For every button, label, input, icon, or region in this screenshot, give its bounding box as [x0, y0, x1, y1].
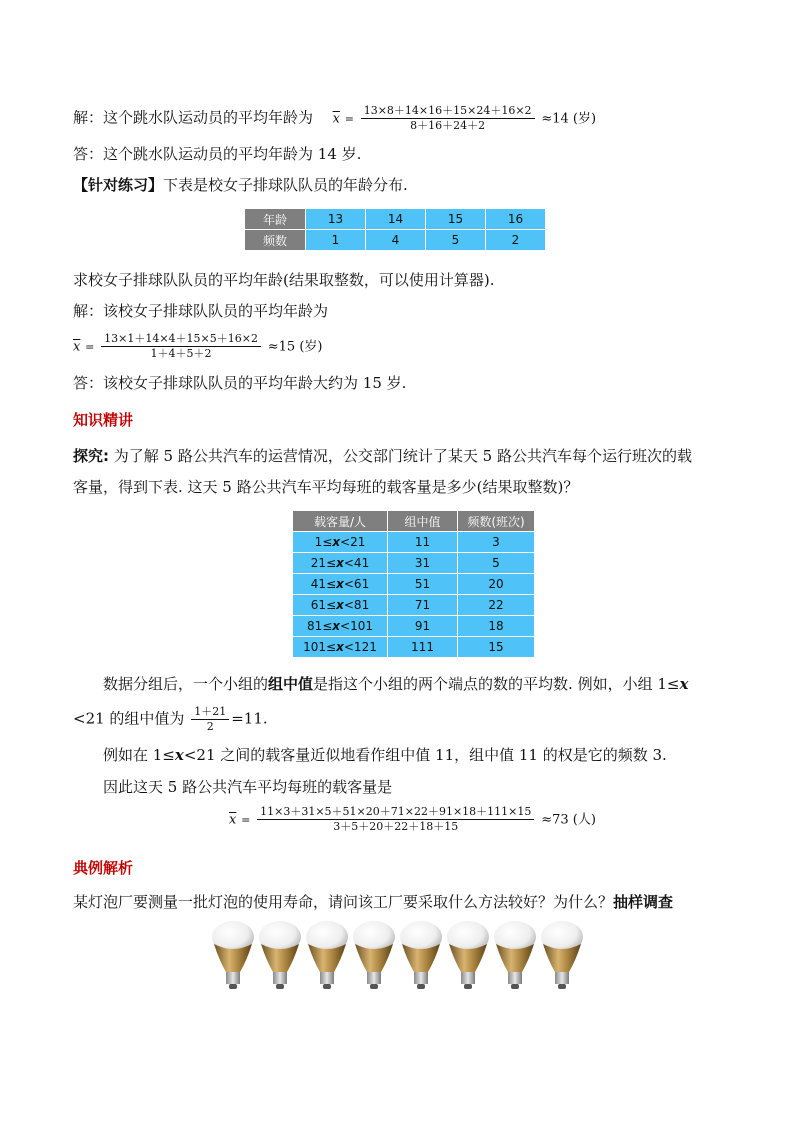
range-cell: 101≤x<121 [293, 637, 388, 658]
solution-prefix: 解：这个跳水队运动员的平均年龄为 [73, 108, 314, 127]
fraction-denominator: 3＋5＋20＋22＋18＋15 [333, 820, 459, 833]
mean-fraction [361, 104, 535, 133]
explore-tag: 探究: [73, 447, 109, 465]
table-row [293, 616, 535, 637]
midpoint-fraction [191, 705, 229, 734]
mid-cell: 51 [388, 574, 458, 595]
freq-cell: 22 [458, 595, 535, 616]
lightbulb-icon [305, 920, 349, 992]
table-header-age: 年龄 [245, 209, 306, 230]
lightbulb-icon [399, 920, 443, 992]
lightbulb-icon [352, 920, 396, 992]
variable-x: x [679, 675, 689, 693]
equals-sign: = [344, 112, 354, 126]
mean-fraction [101, 332, 261, 361]
section-heading-example: 典例解析 [73, 859, 134, 877]
freq-cell: 5 [458, 553, 535, 574]
fraction-numerator: 13×1＋14×4＋15×5＋16×2 [101, 332, 261, 347]
bus-header-load: 载客量/人 [293, 511, 388, 532]
mean-fraction [257, 805, 534, 834]
explore-line-2: 客量，得到下表. 这天 5 路公共汽车平均每班的载客量是多少(结果取整数)？ [73, 478, 579, 496]
age-cell: 14 [366, 209, 426, 230]
freq-cell: 18 [458, 616, 535, 637]
practice-formula [73, 332, 322, 361]
bus-formula [229, 805, 596, 834]
freq-cell: 4 [366, 230, 426, 251]
range-cell: 61≤x<81 [293, 595, 388, 616]
solution-line-1 [73, 104, 596, 133]
answer-line-1: 答：这个跳水队运动员的平均年龄为 14 岁. [73, 145, 362, 163]
para-text: =11. [231, 709, 268, 728]
fraction-numerator: 11×3＋31×5＋51×20＋71×22＋91×18＋111×15 [257, 805, 534, 820]
equals-sign: = [85, 340, 95, 354]
fraction-denominator: 8＋16＋24＋2 [410, 119, 486, 132]
para-text: <21 之间的载客量近似地看作组中值 11，组中值 11 的权是它的频数 3. [183, 746, 667, 764]
freq-cell: 15 [458, 637, 535, 658]
section-heading-knowledge: 知识精讲 [73, 411, 134, 429]
practice-question: 求校女子排球队队员的平均年龄(结果取整数，可以使用计算器). [73, 271, 495, 289]
bus-header-mid: 组中值 [388, 511, 458, 532]
practice-text: 下表是校女子排球队队员的年龄分布. [163, 176, 408, 194]
term-group-midpoint: 组中值 [268, 675, 314, 693]
lightbulb-icon [446, 920, 490, 992]
para-line-2 [73, 705, 268, 734]
table-row [293, 574, 535, 595]
range-cell: 81≤x<101 [293, 616, 388, 637]
lightbulb-icon [493, 920, 537, 992]
freq-cell: 20 [458, 574, 535, 595]
fraction-result: ≈14 (岁) [541, 111, 597, 127]
mid-cell: 111 [388, 637, 458, 658]
para-text: 数据分组后，一个小组的 [103, 675, 269, 693]
mid-cell: 71 [388, 595, 458, 616]
mid-cell: 31 [388, 553, 458, 574]
practice-tag: 【针对练习】 [73, 176, 164, 194]
age-table [244, 208, 546, 251]
para-text: <21 的组中值为 [73, 709, 185, 728]
table-row [293, 595, 535, 616]
table-row [293, 637, 535, 658]
mid-cell: 11 [388, 532, 458, 553]
xbar-symbol: $\overline{x}$ [229, 812, 237, 828]
xbar-symbol: $\overline{x}$ [332, 111, 340, 127]
fraction-result: ≈15 (岁) [267, 339, 323, 355]
lightbulb-icon [258, 920, 302, 992]
fraction-numerator: 1＋21 [191, 705, 229, 720]
practice-line [73, 175, 408, 195]
explore-line-1 [73, 446, 692, 466]
practice-answer: 答：该校女子排球队队员的平均年龄大约为 15 岁. [73, 374, 407, 392]
age-cell: 13 [306, 209, 366, 230]
example-answer: 抽样调查 [613, 893, 674, 911]
range-cell: 41≤x<61 [293, 574, 388, 595]
para-line-1 [103, 674, 688, 694]
lightbulb-icon [211, 920, 255, 992]
fraction-denominator: 2 [206, 720, 214, 733]
freq-cell: 1 [306, 230, 366, 251]
fraction-numerator: 13×8＋14×16＋15×24＋16×2 [361, 104, 535, 119]
freq-cell: 3 [458, 532, 535, 553]
bus-table [292, 510, 535, 658]
fraction-denominator: 1＋4＋5＋2 [150, 347, 212, 360]
table-row [293, 553, 535, 574]
age-cell: 15 [426, 209, 486, 230]
para-line-3 [103, 745, 667, 765]
age-cell: 16 [486, 209, 546, 230]
example-text: 某灯泡厂要测量一批灯泡的使用寿命，请问该工厂要采取什么方法较好？为什么？ [73, 893, 614, 911]
fraction-result: ≈73 (人) [541, 812, 596, 828]
example-line [73, 892, 673, 912]
table-header-freq: 频数 [245, 230, 306, 251]
para-text: 例如在 1≤ [103, 746, 175, 764]
bus-header-freq: 频数(班次) [458, 511, 535, 532]
range-cell: 21≤x<41 [293, 553, 388, 574]
lightbulb-icon [540, 920, 584, 992]
range-cell: 1≤x<21 [293, 532, 388, 553]
freq-cell: 5 [426, 230, 486, 251]
freq-cell: 2 [486, 230, 546, 251]
xbar-symbol: $\overline{x}$ [73, 339, 81, 355]
equals-sign: = [241, 813, 251, 827]
para-line-4: 因此这天 5 路公共汽车平均每班的载客量是 [103, 778, 393, 796]
explore-text-1: 为了解 5 路公共汽车的运营情况，公交部门统计了某天 5 路公共汽车每个运行班次的载 [113, 447, 692, 465]
table-row [293, 532, 535, 553]
para-text: 是指这个小组的两个端点的数的平均数. 例如，小组 1≤ [313, 675, 680, 693]
mid-cell: 91 [388, 616, 458, 637]
variable-x: x [174, 746, 184, 764]
practice-solution-intro: 解：该校女子排球队队员的平均年龄为 [73, 302, 329, 320]
